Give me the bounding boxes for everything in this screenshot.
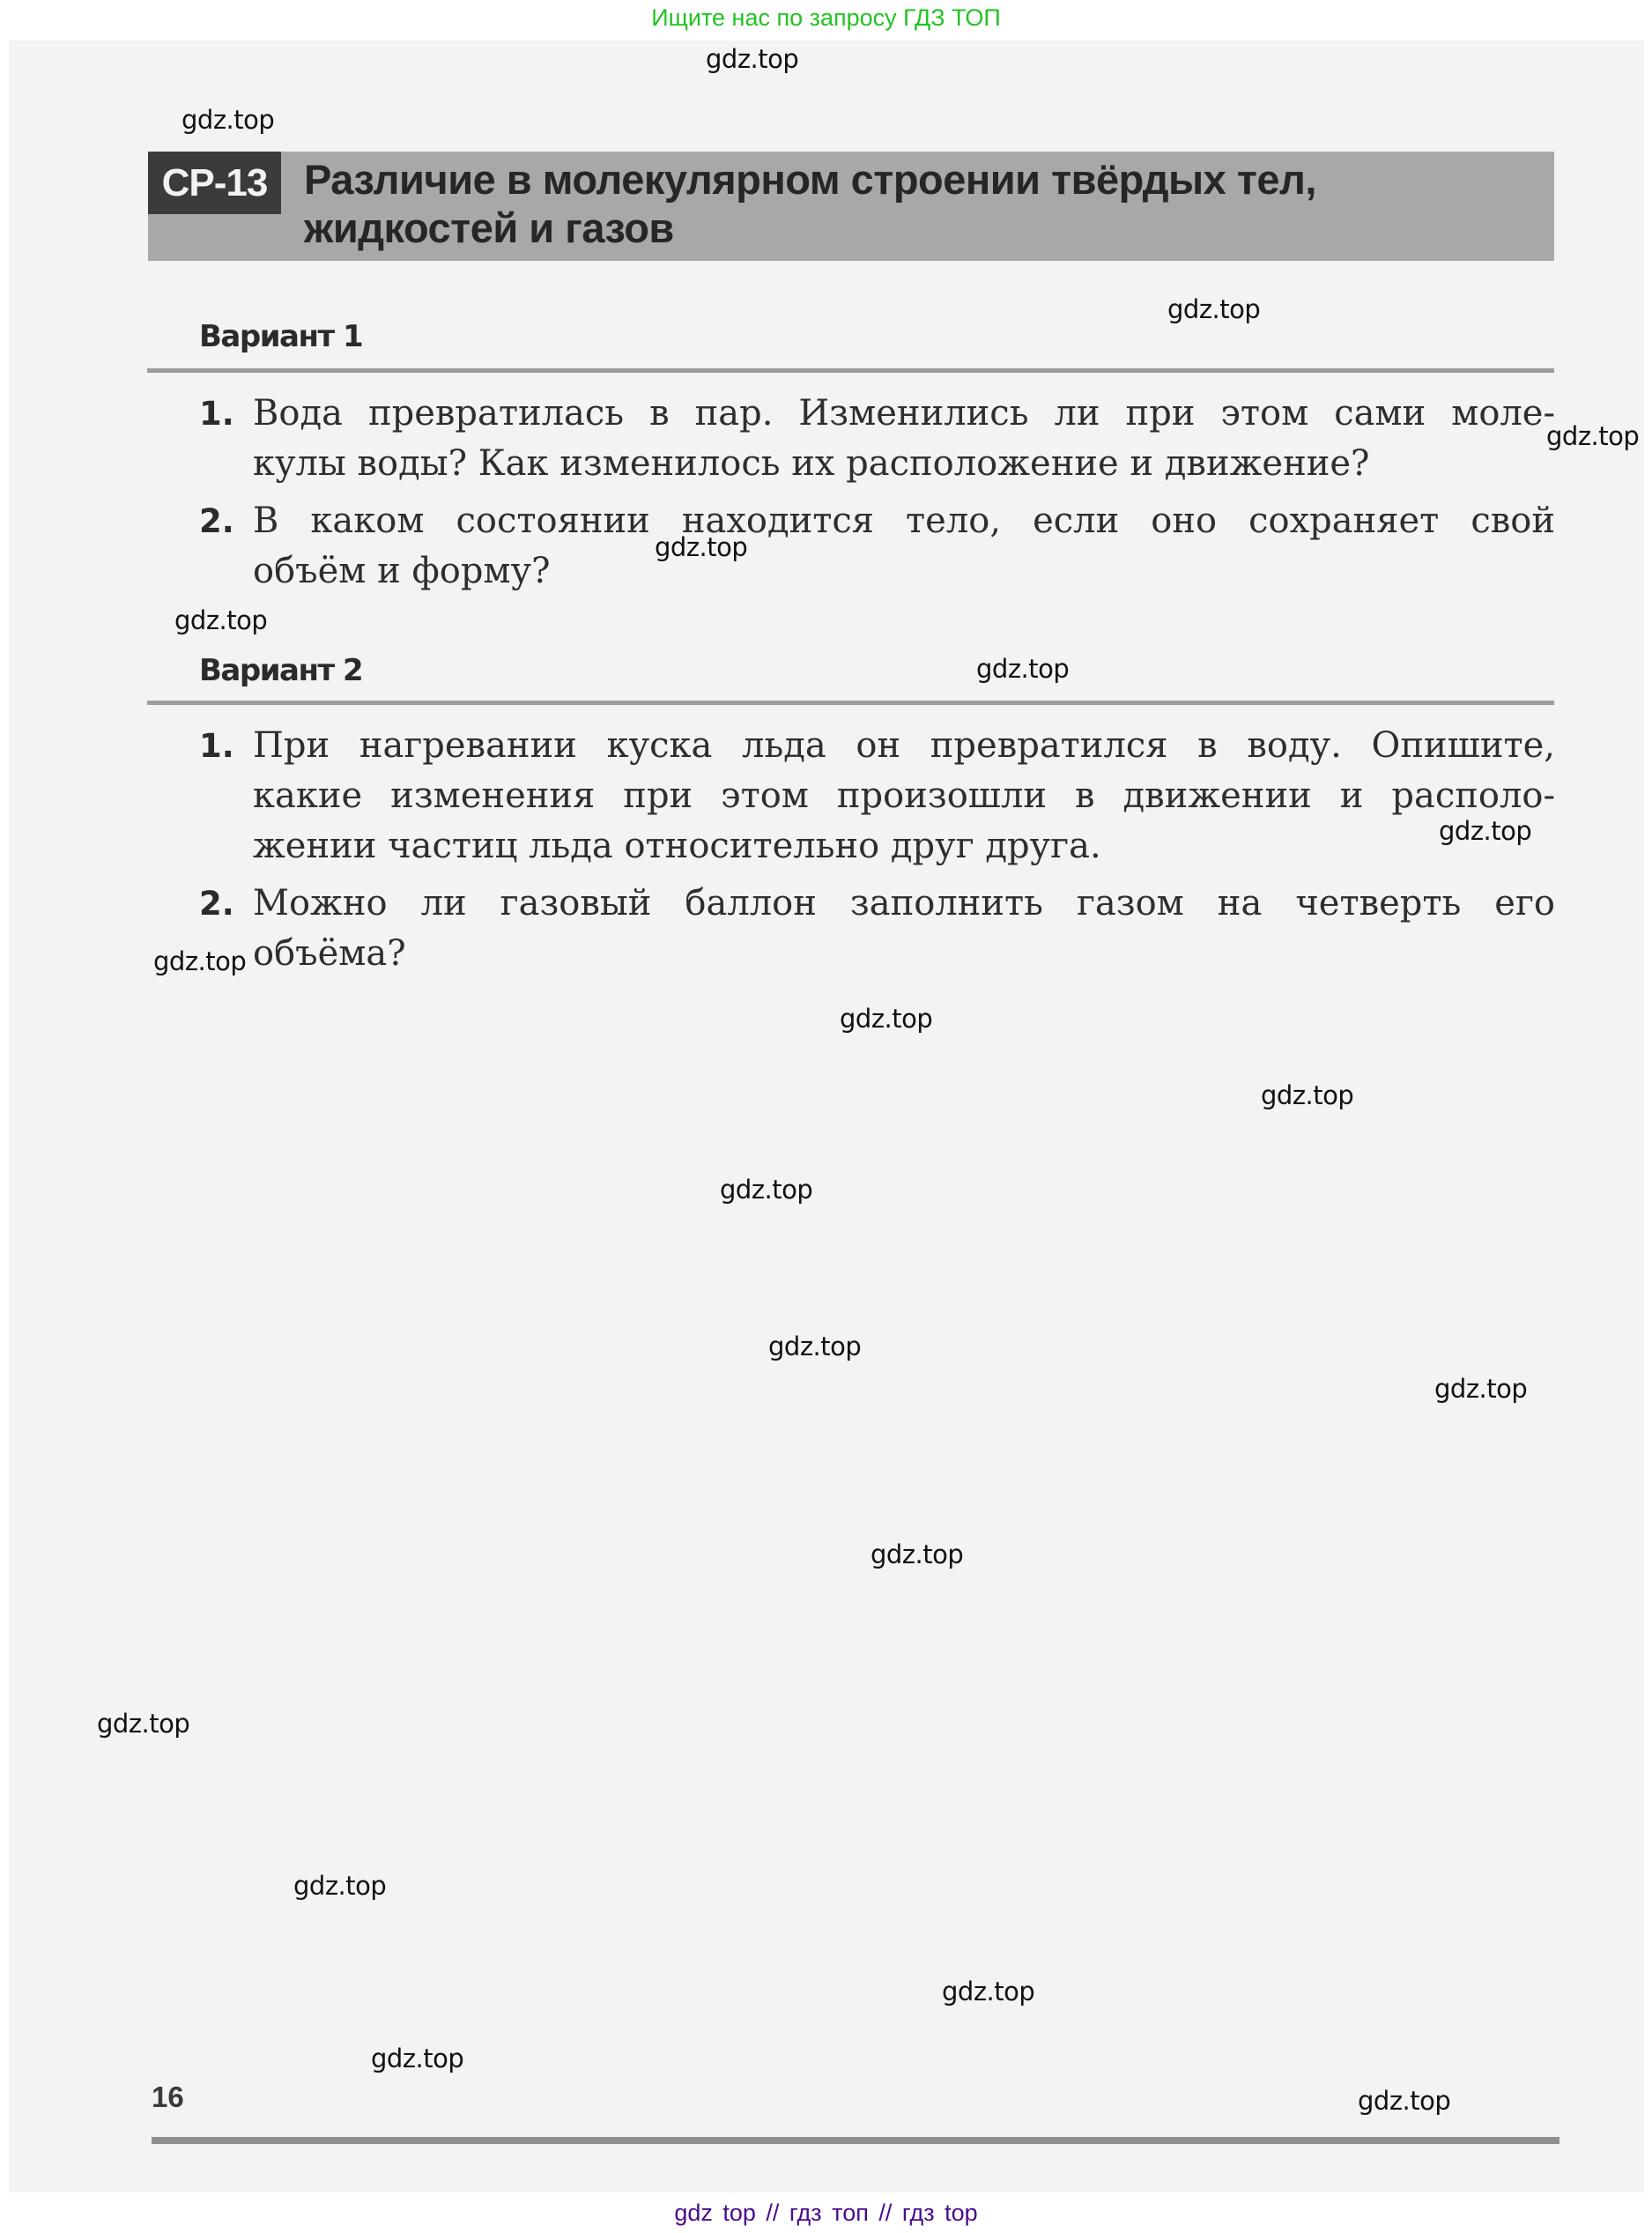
watermark-text: gdz.top	[655, 532, 748, 562]
watermark-text: gdz.top	[1546, 421, 1640, 451]
footer-divider	[152, 2137, 1559, 2144]
variant-2-heading: Вариант 2	[199, 653, 363, 688]
watermark-text: gdz.top	[706, 44, 799, 74]
question-line: жении частиц льда относительно друг друга.	[253, 826, 1101, 866]
watermark-text: gdz.top	[1167, 294, 1261, 324]
watermark-text: gdz.top	[1434, 1374, 1528, 1404]
question-line: объёма?	[253, 933, 406, 974]
question-text	[253, 496, 1555, 597]
watermark-text: gdz.top	[97, 1709, 190, 1739]
watermark-text: gdz.top	[1358, 2086, 1451, 2116]
top-banner-search-hint: Ищите нас по запросу ГДЗ ТОП	[651, 4, 1001, 31]
question-line: объём и форму?	[253, 551, 551, 591]
question-text	[253, 389, 1555, 489]
question-line: Можно ли газовый баллон заполнить газом на четверть его	[253, 883, 1555, 924]
question-number: 2.	[199, 502, 234, 540]
question-line: В каком состоянии находится тело, если оно сохраняет свой	[253, 501, 1555, 541]
bottom-banner-site-links: gdz top // гдз топ // гдз top	[0, 2192, 1652, 2233]
watermark-text: gdz.top	[720, 1175, 813, 1205]
watermark-text: gdz.top	[181, 105, 275, 135]
question-line: кулы воды? Как изменилось их расположение и движение?	[253, 443, 1370, 484]
variant-2-divider	[147, 701, 1554, 705]
question-line: При нагревании куска льда он превратился в воду. Опишите,	[253, 725, 1555, 766]
section-title-line-2: жидкостей и газов	[304, 204, 674, 251]
section-code-badge: СР-13	[148, 152, 281, 214]
watermark-text: gdz.top	[293, 1871, 387, 1901]
question-text	[253, 721, 1555, 872]
watermark-text: gdz.top	[768, 1332, 862, 1361]
watermark-text: gdz.top	[870, 1539, 964, 1569]
watermark-text: gdz.top	[942, 1977, 1035, 2007]
question-line: какие изменения при этом произошли в движении и располо-	[253, 775, 1555, 816]
section-title-line-1: Различие в молекулярном строении твёрдых тел,	[304, 156, 1316, 203]
watermark-text: gdz.top	[1261, 1080, 1354, 1110]
question-number: 2.	[199, 885, 234, 923]
section-title	[304, 155, 1546, 252]
page-number: 16	[152, 2081, 184, 2113]
variant-1-heading: Вариант 1	[199, 319, 363, 354]
watermark-text: gdz.top	[840, 1004, 933, 1034]
watermark-text: gdz.top	[174, 605, 268, 635]
watermark-text: gdz.top	[976, 654, 1070, 684]
question-text	[253, 879, 1555, 979]
watermark-text: gdz.top	[153, 946, 247, 976]
question-line: Вода превратилась в пар. Изменились ли при этом сами моле-	[253, 393, 1555, 434]
variant-1-divider	[147, 368, 1554, 373]
page-scan	[9, 41, 1644, 2192]
question-number: 1.	[199, 727, 234, 765]
watermark-text: gdz.top	[1439, 816, 1532, 846]
question-number: 1.	[199, 395, 234, 433]
watermark-text: gdz.top	[371, 2044, 464, 2074]
